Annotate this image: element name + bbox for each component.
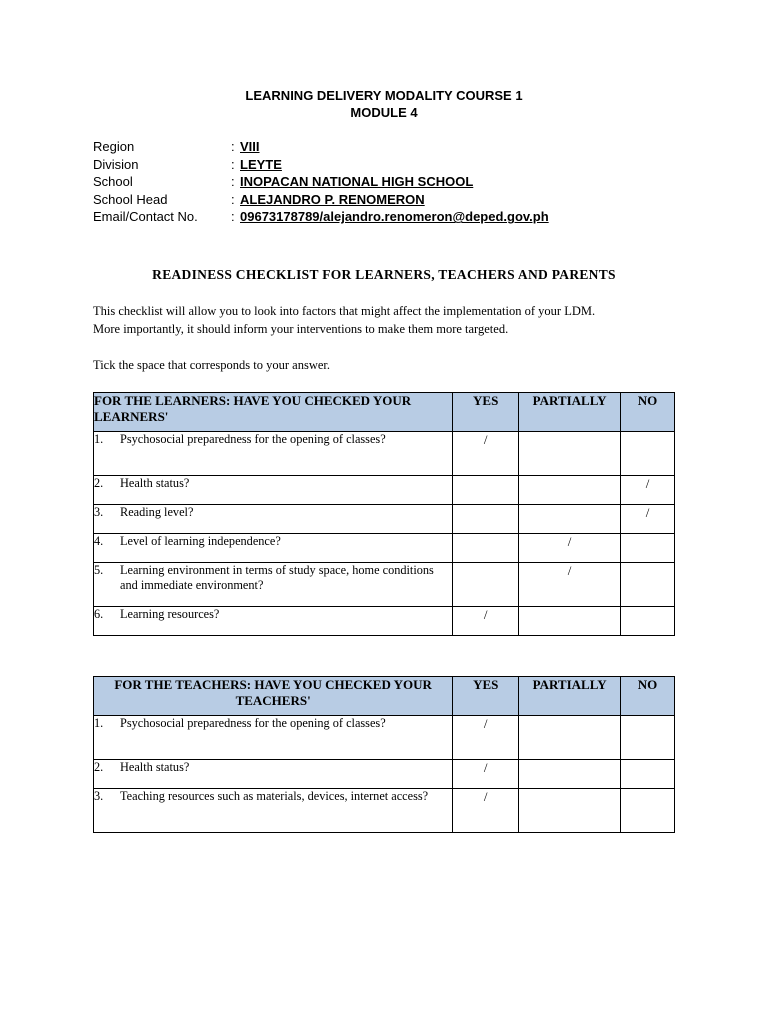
- intro-line: More importantly, it should inform your interventions to make them more targeted.: [93, 322, 509, 336]
- item-text: Psychosocial preparedness for the opening of classes?: [120, 716, 386, 730]
- yes-cell[interactable]: [453, 476, 519, 505]
- column-partially: PARTIALLY: [519, 393, 621, 432]
- table-row: [94, 432, 675, 476]
- partially-cell[interactable]: [519, 716, 621, 760]
- table-row: [94, 789, 675, 833]
- column-yes: YES: [453, 677, 519, 716]
- item-number: 3.: [94, 505, 104, 519]
- partially-cell[interactable]: [519, 760, 621, 789]
- table-row: [94, 476, 675, 505]
- column-yes: YES: [453, 393, 519, 432]
- intro-line: This checklist will allow you to look into factors that might affect the implementation of your LDM.: [93, 304, 596, 318]
- item-number: 1.: [94, 432, 104, 446]
- no-cell[interactable]: [621, 789, 675, 833]
- intro-paragraph: [93, 302, 693, 338]
- table-row: [94, 760, 675, 789]
- info-label: Division: [93, 156, 139, 172]
- yes-cell[interactable]: /: [453, 432, 519, 476]
- document-subtitle: MODULE 4: [350, 105, 418, 120]
- no-cell[interactable]: /: [621, 476, 675, 505]
- partially-cell[interactable]: [519, 505, 621, 534]
- item-text: Learning environment in terms of study space, home conditions and immediate environment?: [120, 563, 434, 592]
- info-value: VIII: [240, 139, 260, 154]
- partially-cell[interactable]: [519, 432, 621, 476]
- item-text: Health status?: [120, 476, 190, 490]
- partially-cell[interactable]: [519, 607, 621, 636]
- item-text: Teaching resources such as materials, devices, internet access?: [120, 789, 429, 803]
- table-row: [94, 505, 675, 534]
- section-title: READINESS CHECKLIST FOR LEARNERS, TEACHERS AND PARENTS: [152, 267, 616, 282]
- item-number: 2.: [94, 760, 104, 774]
- document-title: LEARNING DELIVERY MODALITY COURSE 1: [245, 88, 523, 103]
- no-cell[interactable]: [621, 432, 675, 476]
- item-text: Learning resources?: [120, 607, 220, 621]
- column-partially: PARTIALLY: [519, 677, 621, 716]
- no-cell[interactable]: /: [621, 505, 675, 534]
- learners-heading: FOR THE LEARNERS: HAVE YOU CHECKED YOUR LEARNERS': [94, 393, 453, 432]
- yes-cell[interactable]: [453, 563, 519, 607]
- item-number: 3.: [94, 789, 104, 803]
- table-row: [94, 534, 675, 563]
- table-row: [94, 716, 675, 760]
- yes-cell[interactable]: /: [453, 760, 519, 789]
- yes-cell[interactable]: [453, 534, 519, 563]
- item-number: 2.: [94, 476, 104, 490]
- partially-cell[interactable]: /: [519, 534, 621, 563]
- table-header-row: [94, 677, 675, 716]
- table-row: [94, 607, 675, 636]
- info-value: 09673178789/alejandro.renomeron@deped.gov.ph: [240, 209, 549, 225]
- info-label: Region: [93, 139, 135, 154]
- yes-cell[interactable]: /: [453, 716, 519, 760]
- item-number: 6.: [94, 607, 104, 621]
- item-number: 4.: [94, 534, 104, 548]
- no-cell[interactable]: [621, 760, 675, 789]
- document-page: LEARNING DELIVERY MODALITY COURSE 1 MODULE 4 Region : VIII Division : LEYTE School : INOPACAN NATIONAL HIGH SCHOOL School Head : ALEJANDRO P. RENOMERON Email/Contact No. : 09673178789/alejandro.renomeron@deped.gov.ph READINESS CHECKLIST FOR LEARNERS, TEACHERS AND PARENTS This checklist will allow you to look into factors that might affect the implementation of your LDM. More importantly, it should inform your interventions to make them more targeted. Tick the space that corresponds to your answer. FOR THE LEARNERS: HAVE YOU CHECKED YOUR LEARNERS' YES PARTIALLY NO 1. Psychosocial preparedness for the opening of classes? / 2. Health status? / 3. Reading level? / 4. Level of learning independence? / 5. Learning environment in terms of study space, home conditions and immediate environment? / 6. Learning resources? / FOR THE TEACHERS: HAVE YOU CHECKED YOUR TEACHERS' YES PARTIALLY NO 1. Psychosocial preparedness for the opening of classes? / 2. Health status? / 3. Teaching resources such as materials, devices, internet access? /: [0, 0, 768, 1024]
- info-value: ALEJANDRO P. RENOMERON: [240, 191, 425, 207]
- partially-cell[interactable]: /: [519, 563, 621, 607]
- teachers-heading: FOR THE TEACHERS: HAVE YOU CHECKED YOUR TEACHERS': [94, 677, 453, 716]
- info-label: Email/Contact No.: [93, 209, 198, 225]
- item-text: Health status?: [120, 760, 190, 774]
- item-text: Psychosocial preparedness for the opening of classes?: [120, 432, 386, 446]
- item-text: Reading level?: [120, 505, 194, 519]
- column-no: NO: [621, 393, 675, 432]
- yes-cell[interactable]: /: [453, 607, 519, 636]
- info-value: LEYTE: [240, 156, 282, 172]
- instruction-text: Tick the space that corresponds to your answer.: [93, 358, 330, 372]
- info-label: School Head: [93, 191, 168, 207]
- yes-cell[interactable]: [453, 505, 519, 534]
- no-cell[interactable]: [621, 534, 675, 563]
- yes-cell[interactable]: /: [453, 789, 519, 833]
- learners-checklist-table: [93, 392, 675, 636]
- info-label: School: [93, 174, 133, 190]
- table-header-row: [94, 393, 675, 432]
- item-text: Level of learning independence?: [120, 534, 281, 548]
- column-no: NO: [621, 677, 675, 716]
- no-cell[interactable]: [621, 607, 675, 636]
- partially-cell[interactable]: [519, 789, 621, 833]
- no-cell[interactable]: [621, 563, 675, 607]
- teachers-checklist-table: [93, 676, 675, 833]
- table-row: [94, 563, 675, 607]
- item-number: 5.: [94, 563, 104, 577]
- no-cell[interactable]: [621, 716, 675, 760]
- item-number: 1.: [94, 716, 104, 730]
- partially-cell[interactable]: [519, 476, 621, 505]
- info-value: INOPACAN NATIONAL HIGH SCHOOL: [240, 174, 474, 190]
